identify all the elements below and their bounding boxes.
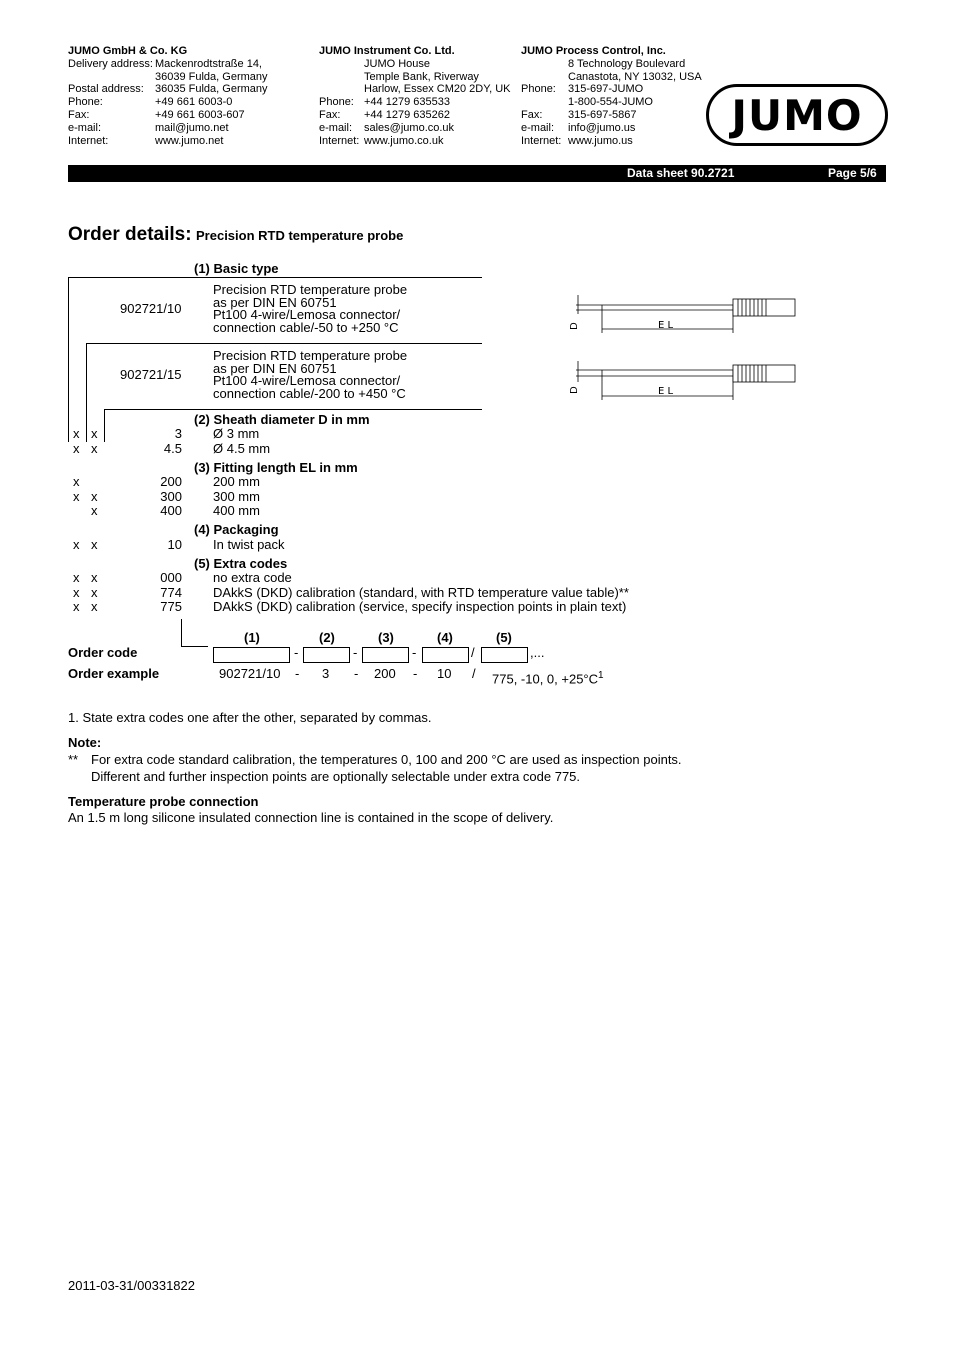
address-label: Fax:: [521, 108, 543, 121]
bracket-line: [68, 277, 69, 442]
address-label: Phone:: [521, 83, 556, 96]
type-line: as per DIN EN 60751: [213, 294, 337, 310]
connection-text: An 1.5 m long silicone insulated connection line is contained in the scope of delivery.: [68, 810, 554, 825]
type-code-15: 902721/15: [120, 367, 182, 382]
address-rows: [319, 58, 511, 148]
address-value: 36035 Fulda, Germany: [155, 83, 268, 96]
order-code-field-3[interactable]: [362, 647, 409, 663]
address-row: [521, 122, 702, 135]
probe-drawing-4-5mm: [576, 361, 795, 400]
address-label: [68, 71, 155, 84]
separator: -: [295, 666, 300, 681]
address-value: 8 Technology Boulevard: [568, 57, 686, 70]
address-value: +44 1279 635262: [364, 108, 450, 121]
el-label: E L: [658, 386, 674, 397]
page-number: Page 5/6: [828, 166, 877, 180]
separator: -: [413, 666, 418, 681]
address-value: +49 661 6003-0: [155, 96, 233, 109]
type-description-10: [213, 283, 407, 335]
address-value: 1-800-554-JUMO: [568, 96, 653, 109]
type-line: Precision RTD temperature probe: [213, 282, 408, 297]
option-mark-type-10: x: [73, 537, 80, 552]
section-basic-type: (1) Basic type: [194, 261, 279, 276]
option-mark-type-15: x: [91, 537, 98, 552]
order-code-field-4[interactable]: [422, 647, 469, 663]
footnote-marker: 1: [598, 670, 604, 681]
el-label: E L: [658, 320, 674, 331]
section-packaging: (4) Packaging: [194, 522, 279, 537]
option-mark-type-10: x: [73, 441, 80, 456]
datasheet-number: Data sheet 90.2721: [627, 166, 735, 180]
address-value: mail@jumo.net: [155, 121, 229, 134]
order-connector: [181, 619, 182, 646]
address-value: +49 661 6003-607: [155, 108, 245, 121]
probe-drawings: [568, 290, 800, 404]
address-label: [319, 83, 364, 96]
address-row: [521, 109, 702, 122]
separator: -: [294, 645, 299, 660]
order-col-4: (4): [437, 630, 453, 645]
address-row: [68, 71, 268, 84]
company-name: JUMO GmbH & Co. KG: [68, 45, 188, 57]
order-details-title: Order details:: [68, 224, 192, 245]
option-code: 000: [160, 570, 182, 585]
address-row: [521, 58, 702, 71]
page-title: [68, 224, 403, 246]
option-mark-type-15: x: [91, 488, 98, 504]
option-code: 774: [160, 584, 182, 600]
example-type: 902721/10: [219, 666, 281, 681]
option-code: 3: [174, 426, 182, 441]
option-mark-type-10: x: [73, 488, 80, 504]
option-description: Ø 4.5 mm: [213, 441, 271, 456]
option-code: 300: [160, 488, 182, 504]
address-label: [319, 71, 364, 84]
option-mark-type-10: x: [73, 570, 80, 585]
option-code: 775: [160, 599, 182, 614]
type-line: connection cable/-200 to +450 °C: [213, 385, 406, 401]
type-description-15: [213, 349, 407, 401]
address-label: e-mail:: [68, 121, 102, 134]
address-value: www.jumo.us: [568, 134, 633, 147]
type-line: Precision RTD temperature probe: [213, 348, 408, 363]
type-line: connection cable/-50 to +250 °C: [213, 319, 399, 335]
order-details-subtitle: Precision RTD temperature probe: [196, 228, 404, 243]
type-line: Pt100 4-wire/Lemosa connector/: [213, 373, 401, 388]
address-row: [319, 135, 511, 148]
document-footer: 2011-03-31/00331822: [68, 1278, 195, 1293]
option-mark-type-10: x: [73, 426, 80, 441]
address-label: Delivery address:: [68, 57, 153, 70]
address-rows: [68, 58, 268, 148]
address-row: [319, 83, 511, 96]
example-extra: [492, 669, 604, 687]
divider: [68, 277, 482, 278]
option-description: DAkkS (DKD) calibration (service, specify inspection points in plain text): [213, 599, 627, 614]
divider: [86, 343, 482, 344]
section-extra: (5) Extra codes: [194, 556, 288, 571]
connection-title: Temperature probe connection: [68, 794, 259, 809]
address-row: [521, 71, 702, 84]
address-value: sales@jumo.co.uk: [364, 121, 455, 134]
address-row: [319, 96, 511, 109]
address-value: 315-697-JUMO: [568, 83, 644, 96]
address-label: Internet:: [319, 134, 360, 147]
order-col-2: (2): [319, 630, 335, 645]
separator: /: [472, 666, 476, 681]
address-label: Fax:: [319, 108, 341, 121]
d-label: D: [569, 322, 580, 330]
option-mark-type-15: x: [91, 441, 98, 456]
address-row: [521, 96, 702, 109]
address-label: Internet:: [521, 134, 562, 147]
address-value: Temple Bank, Riverway: [364, 70, 479, 83]
divider: [104, 409, 482, 410]
option-code: 400: [160, 503, 182, 518]
option-description: 400 mm: [213, 503, 260, 518]
type-line: Pt100 4-wire/Lemosa connector/: [213, 307, 401, 322]
address-value: www.jumo.net: [155, 134, 224, 147]
probe-drawing-3mm: [576, 295, 795, 333]
note-line-2: Different and further inspection points are optionally selectable under extra code 775.: [91, 769, 581, 784]
section-sheath: (2) Sheath diameter D in mm: [194, 412, 370, 427]
section-length: (3) Fitting length EL in mm: [194, 460, 358, 475]
separator: -: [353, 645, 358, 660]
company-name: JUMO Process Control, Inc.: [521, 45, 666, 57]
option-mark-type-10: x: [73, 584, 80, 600]
address-label: Fax:: [68, 108, 90, 121]
separator: -: [412, 645, 417, 660]
order-code-field-5[interactable]: [481, 647, 528, 663]
address-row: [68, 58, 268, 71]
probe-svg: [568, 290, 800, 404]
option-description: 300 mm: [213, 488, 260, 504]
address-value: +44 1279 635533: [364, 96, 450, 109]
address-row: [319, 122, 511, 135]
order-code-tail: ,...: [530, 645, 545, 660]
order-example-label: Order example: [68, 666, 160, 681]
type-line: as per DIN EN 60751: [213, 360, 337, 376]
example-sheath: 3: [322, 666, 330, 681]
option-description: Ø 3 mm: [213, 426, 260, 441]
jumo-logo: [706, 84, 888, 146]
option-description: In twist pack: [213, 537, 285, 552]
note-marker: **: [68, 752, 79, 767]
address-row: [68, 109, 268, 122]
note-line-1: For extra code standard calibration, the temperatures 0, 100 and 200 °C are used as inspection points.: [91, 752, 682, 767]
address-value: Harlow, Essex CM20 2DY, UK: [364, 83, 511, 96]
address-value: JUMO House: [364, 57, 431, 70]
address-rows: [521, 58, 702, 148]
order-col-3: (3): [378, 630, 394, 645]
type-code-10: 902721/10: [120, 301, 182, 316]
address-jumo-uk: [319, 45, 511, 147]
address-label: [521, 71, 568, 84]
d-label: D: [569, 386, 580, 394]
address-row: [319, 109, 511, 122]
option-mark-type-15: x: [91, 426, 98, 441]
order-code-field-1[interactable]: [213, 647, 290, 663]
option-mark-type-10: x: [73, 474, 80, 489]
address-value: info@jumo.us: [568, 121, 636, 134]
address-row: [319, 58, 511, 71]
address-row: [68, 122, 268, 135]
order-code-field-2[interactable]: [303, 647, 350, 663]
separator: /: [471, 645, 475, 660]
address-row: [521, 83, 702, 96]
option-mark-type-10: x: [73, 599, 80, 614]
option-mark-type-15: x: [91, 503, 98, 518]
order-connector: [181, 646, 208, 647]
address-value: Canastota, NY 13032, USA: [568, 70, 702, 83]
address-label: Phone:: [68, 96, 103, 109]
separator: -: [354, 666, 359, 681]
option-description: no extra code: [213, 570, 292, 585]
option-description: 200 mm: [213, 474, 260, 489]
address-row: [319, 71, 511, 84]
option-mark-type-15: x: [91, 584, 98, 600]
address-value: Mackenrodtstraße 14,: [155, 57, 262, 70]
example-packaging: 10: [437, 666, 452, 681]
address-label: [521, 58, 568, 71]
option-description: DAkkS (DKD) calibration (standard, with RTD temperature value table)**: [213, 584, 629, 600]
address-jumo-germany: [68, 45, 268, 147]
address-value: 36039 Fulda, Germany: [155, 70, 268, 83]
example-length: 200: [374, 666, 396, 681]
order-col-1: (1): [244, 630, 260, 645]
address-label: [521, 96, 568, 109]
order-col-5: (5): [496, 630, 512, 645]
option-code: 200: [160, 474, 182, 489]
note-title: Note:: [68, 735, 102, 750]
option-mark-type-15: x: [91, 599, 98, 614]
option-mark-type-15: x: [91, 570, 98, 585]
address-row: [68, 96, 268, 109]
address-row: [68, 83, 268, 96]
address-label: e-mail:: [319, 121, 353, 134]
address-label: Phone:: [319, 96, 354, 109]
logo-text: JUMO: [731, 91, 863, 140]
option-code: 10: [167, 537, 182, 552]
address-label: Internet:: [68, 134, 109, 147]
datasheet-bar: [68, 165, 886, 182]
address-label: e-mail:: [521, 121, 555, 134]
footnote: 1. State extra codes one after the other, separated by commas.: [68, 710, 432, 725]
example-extra-codes: 775, -10, 0, +25°C: [492, 671, 599, 687]
address-value: www.jumo.co.uk: [364, 134, 444, 147]
order-code-label: Order code: [68, 645, 138, 660]
address-jumo-usa: [521, 45, 702, 147]
company-name: JUMO Instrument Co. Ltd.: [319, 45, 455, 57]
address-label: [319, 58, 364, 71]
address-row: [68, 135, 268, 148]
option-code: 4.5: [163, 441, 182, 456]
address-row: [521, 135, 702, 148]
address-value: 315-697-5867: [568, 108, 637, 121]
address-label: Postal address:: [68, 83, 144, 96]
